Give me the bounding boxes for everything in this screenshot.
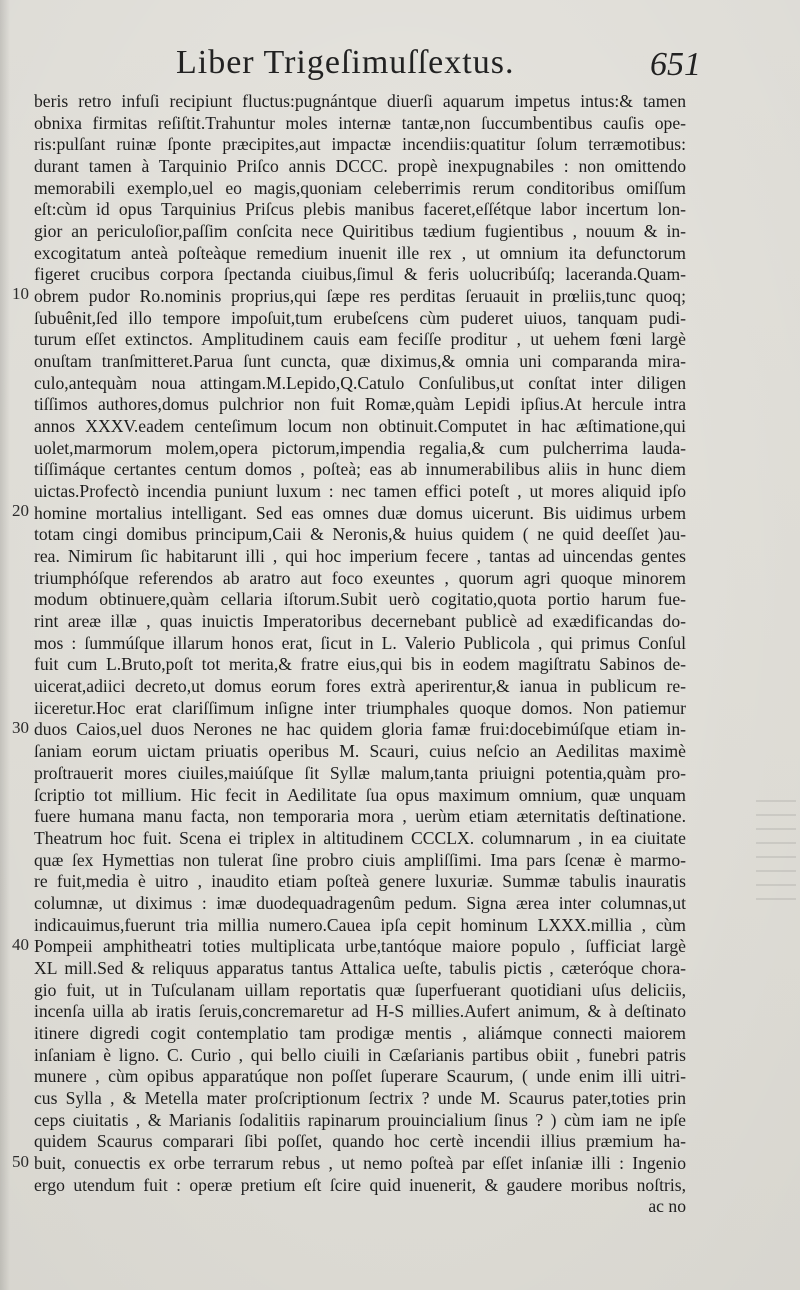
text-line: tiſſimos authores,domus pulchrior non fuit Romæ,quàm Lepidi ipſius.At hercule intra (34, 394, 686, 415)
text-line: gio fuit, ut in Tuſculanam uillam reportatis quæ ſuperfuerant quotidiani uſus deliciis, (34, 979, 686, 1000)
text-line: itinere digredi cogit contemplatio tam prodigæ mentis , aliámque connecti maiorem (34, 1022, 686, 1043)
text-line: proſtrauerit mores ciuiles,maiúſque ſit Syllæ malum,tanta priuigni potentia,quàm pro- (34, 762, 686, 783)
text-line: cus Sylla , & Metella mater proſcriptionum ſectrix ? unde M. Scaurus pater,toties prin (34, 1087, 686, 1108)
text-line: obrem pudor Ro.nominis proprius,qui ſæpe res perditas ſeruauit in prœliis,tunc quoq; (34, 286, 686, 307)
text-line: fuere humana manu facta, non temporaria mora , uerùm etiam æternitatis deſtinatione. (34, 806, 686, 827)
text-line: Theatrum hoc fuit. Scena ei triplex in altitudinem CCCLX. columnarum , in ea ciuitate (34, 827, 686, 848)
text-line: uicerat,adiici decreto,ut domus eorum fores extrà aperirentur,& ianua in publicum re- (34, 676, 686, 697)
text-line: columnæ, ut diximus : imæ duodequadragenûm pedum. Signa ærea inter columnas,ut (34, 892, 686, 913)
text-line: re fuit,media è uitro , inaudito etiam poſteà genere luxuriæ. Summæ tabulis inauratis (34, 871, 686, 892)
text-line: munere , cùm opibus apparatúque non poſſet ſuperare Scaurum, ( unde enim illi uitri- (34, 1066, 686, 1087)
text-line: triumphóſque referendos ab aratro aut foco exeuntes , quorum agri quoque minorem (34, 567, 686, 588)
text-line: ſubuênit,ſed illo tempore impoſuit,tum erubeſcens cùm puderet uiuos, tanquam pudi- (34, 307, 686, 328)
text-line: culo,antequàm noua attingam.M.Lepido,Q.Catulo Conſulibus,ut conſtat inter diligen (34, 372, 686, 393)
text-line: turum eſſet extinctos. Amplitudinem cauis eam feciſſe proditur , ut uehem fœni largè (34, 329, 686, 350)
text-line: ſcriptio tot millium. Hic fecit in Aedilitate ſua opus maximum omnium, quæ unquam (34, 784, 686, 805)
text-line: indicauimus,fuerunt tria millia numero.Cauea ipſa cepit hominum LXXX.millia , cùm (34, 914, 686, 935)
text-line: ceps ciuitatis , & Marianis ſodalitiis rapinarum prouincialium ſinus ? ) cùm iam ne ipſe (34, 1109, 686, 1130)
text-line: durant tamen à Tarquinio Priſco annis DCCC. propè inexpugnabiles : non omittendo (34, 156, 686, 177)
text-line: iiceretur.Hoc erat clariſſimum inſigne inter triumphales quoque domos. Non patiemur (34, 697, 686, 718)
text-line: buit, conuectis ex orbe terrarum rebus , ut nemo poſteà par eſſet inſaniæ illi : Ingenio (34, 1152, 686, 1173)
text-line: eſt:cùm id opus Tarquinius Priſcus plebis manibus faceret,eſſétque labor incertum lon- (34, 199, 686, 220)
line-number-50: 50 (12, 1152, 29, 1171)
text-line: inſaniam è ligno. C. Curio , qui bello ciuili in Cæſarianis partibus obiit , funebri patris (34, 1044, 686, 1065)
text-line: modum obtinuere,quàm cellaria iſtorum.Subit uerò cogitatio,quota portio harum fue- (34, 589, 686, 610)
text-line: figeret crucibus corpora ſpectanda ciuibus,ſimul & feris uolucribúſq; laceranda.Quam- (34, 264, 686, 285)
text-line: duos Caios,uel duos Nerones ne hac quidem gloria famæ frui:docebimúſque etiam in- (34, 719, 686, 740)
page-number: 651 (650, 46, 701, 83)
text-line: uolet,marmorum molem,opera pictorum,impendia regalia,& cum pulcherrima lauda- (34, 437, 686, 458)
text-line: homine mortalius intelligant. Sed eas omnes duæ domus uicerunt. Bis uidimus urbem (34, 502, 686, 523)
line-number-20: 20 (12, 501, 29, 520)
text-line: rint areæ illæ , quas inuictis Imperatoribus decernebant publicè ad exædificandas do- (34, 611, 686, 632)
text-line: totam cingi domibus principum,Caii & Neronis,& huius quidem ( ne quid deeſſet )au- (34, 524, 686, 545)
line-number-10: 10 (12, 284, 29, 303)
text-line: obnixa firmitas reſiſtit.Trahuntur moles internæ tantæ,non ſuccumbentibus cauſis ope- (34, 112, 686, 133)
text-line: beris retro infuſi recipiunt fluctus:pugnántque diuerſi aquarum impetus intus:& tamen (34, 91, 686, 111)
text-line: annos XXXV.eadem centeſimum locum non obtinuit.Computet in hac æſtimatione,qui (34, 416, 686, 437)
text-line: ſaniam eorum uictam priuatis operibus M. Scauri, cuius neſcio an Aedilitas maximè (34, 741, 686, 762)
text-line: quæ ſex Hymettias non tulerat ſine probro ciuis ampliſſimi. Ima pars ſcenæ è marmo- (34, 849, 686, 870)
running-head: Liber Trigeſimuſſextus. (176, 44, 515, 81)
text-line: ris:pulſant ruinæ ſponte præcipites,aut impactæ incendiis:quatitur ſolum terræmotibus: (34, 134, 686, 155)
text-line: tiſſimáque certantes centum domos , poſteà; eas ab innumerabilibus aliis in hunc diem (34, 459, 686, 480)
text-line: fuit cum L.Bruto,poſt tot merita,& fratre eius,qui bis in eodem magiſtratu Sabinos de- (34, 654, 686, 675)
text-line: gior an periculoſior,paſſim conſcita nece Quiritibus tædium fugientibus , nouum & in- (34, 221, 686, 242)
page-edge-shadow (0, 0, 10, 1290)
text-line: onuſtam tranſmitteret.Parua ſunt cuncta, quæ diximus,& omnia uni comparanda mira- (34, 351, 686, 372)
text-line: XL mill.Sed & reliquus apparatus tantus Attalica ueſte, tabulis pictis , cæteróque chora- (34, 957, 686, 978)
text-line: incenſa uilla ab iratis ſeruis,concremaretur ad H-S millies.Aufert animum, & à deſtinato (34, 1001, 686, 1022)
text-line: Pompeii amphitheatri toties multiplicata urbe,tantóque maiore populo , ſufficiat largè (34, 936, 686, 957)
line-number-30: 30 (12, 718, 29, 737)
bleed-through-text (756, 800, 796, 910)
text-line: ac no (648, 1196, 686, 1217)
text-line: memorabili exemplo,uel eo magis,quoniam celeberrimis rerum conditoribus omiſſum (34, 177, 686, 198)
text-line: mos : ſummúſque illarum honos erat, ſicut in L. Valerio Publicola , qui primus Conſul (34, 632, 686, 653)
text-line: ergo utendum fuit : operæ pretium eſt ſcire quid inuenerit, & gaudere moribus noſtris, (34, 1174, 686, 1195)
text-line: rea. Nimirum ſic habitarunt illi , qui hoc imperium fecere , tantas ad uincendas gentes (34, 546, 686, 567)
text-line: quidem Scaurus comparari ſibi poſſet, quando hoc certè incendii illius præmium ha- (34, 1131, 686, 1152)
body-text (34, 91, 686, 1218)
text-line: excogitatum anteà poſteàque remedium inuenit ille rex , ut omnium ita defunctorum (34, 242, 686, 263)
line-number-40: 40 (12, 935, 29, 954)
text-line: uictas.Profectò incendia puniunt luxum : nec tamen effici poteſt , ut mores aliquid ipſo (34, 481, 686, 502)
